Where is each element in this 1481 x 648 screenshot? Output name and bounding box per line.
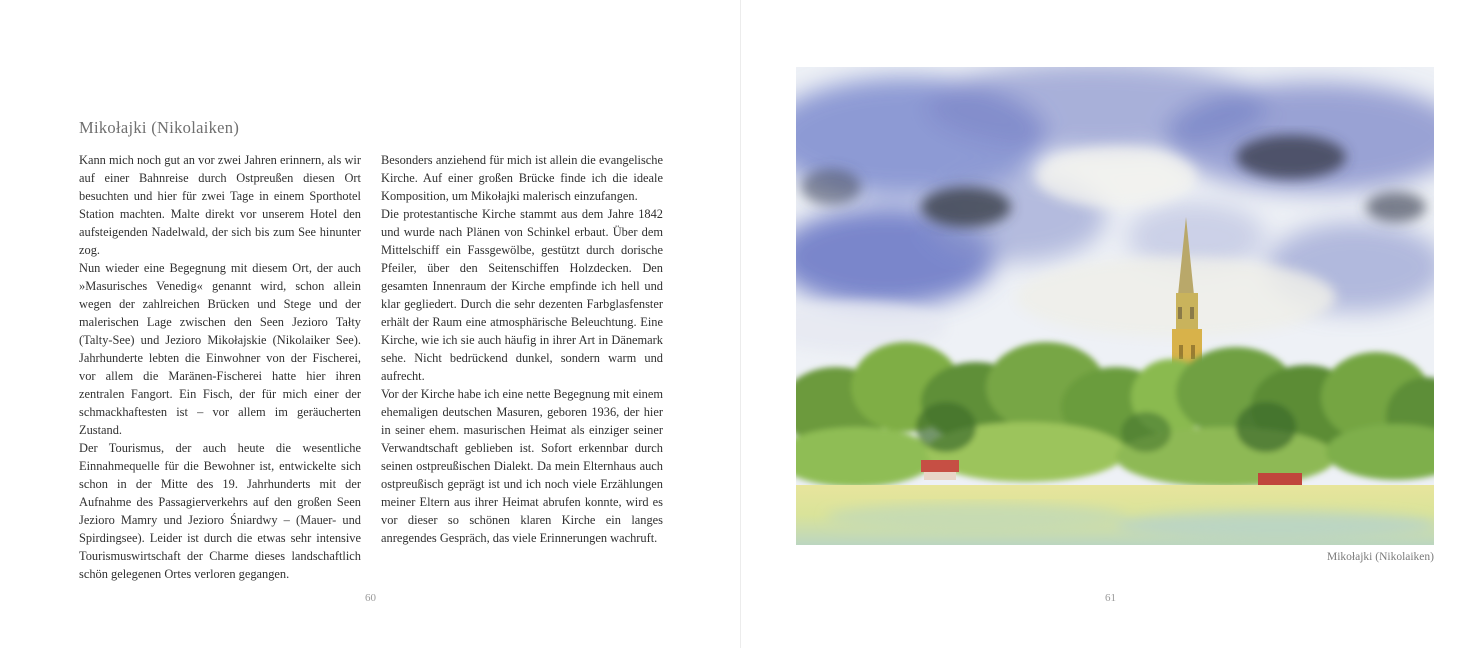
page-number-left: 60 [365,592,376,604]
image-caption: Mikołajki (Nikolaiken) [1327,551,1434,563]
text-column-1 [79,151,361,583]
page-number-right: 61 [1105,592,1116,604]
paragraph: Besonders anziehend für mich ist allein die evangelische Kirche. Auf einer großen Brücke finde ich die ideale Komposition, um Mikołajki malerisch einzufangen. [381,153,663,203]
page-title: Mikołajki (Nikolaiken) [79,118,240,137]
watercolor-painting [796,67,1434,545]
paragraph: Vor der Kirche habe ich eine nette Begegnung mit einem ehemaligen deutschen Masuren, geboren 1936, der hier in seiner ehem. masurischen Heimat als einziger seiner Verwandtschaft geblieben ist. Sofort erkennbar durch seinen ostpreußischen Dialekt. Da mein Elternhaus auch ostpreußisch geprägt ist und ich noch viele Erzählungen meiner Eltern aus ihrer Heimat abrufen konnte, wird es vor dieser so schönen klaren Kirche ein langes anregendes Gespräch, das viele Erinnerungen wachruft. [381,387,663,545]
paragraph: Kann mich noch gut an vor zwei Jahren erinnern, als wir auf einer Bahnreise durch Ostpreußen diesen Ort besuchten und hier für zwei Tage in einem Sporthotel Station machten. Malte direkt vor unserem Hotel den aufsteigenden Nadelwald, der sich bis zum See hinunter zog. [79,153,361,257]
paragraph: Der Tourismus, der auch heute die wesentliche Einnahmequelle für die Bewohner ist, entwickelte sich schon in der Mitte des 19. Jahrhunderts mit der Aufnahme des Passagierverkehrs auf den großen Seen Jezioro Mamry und Jezioro Śniardwy – (Mauer- und Spirdingsee). Leider ist durch die etwas sehr intensive Tourismuswirtschaft der Charme dieses landschaftlich schön gelegenen Ortes verloren gegangen. [79,441,361,581]
paragraph: Nun wieder eine Begegnung mit diesem Ort, der auch »Masurisches Venedig« genannt wird, schon allein wegen der zahlreichen Brücken und Stege und der malerischen Lage zwischen den Seen Jezioro Tałty (Talty-See) und Jezioro Mikołajskie (Nikolaiker See). Jahrhunderte lebten die Einwohner von der Fischerei, vor allem die Maränen-Fischerei hatte hier ihren zentralen Fangort. Ein Fisch, der für mich einer der schmackhaftesten ist – vor allem im geräucherten Zustand. [79,261,361,437]
paragraph: Die protestantische Kirche stammt aus dem Jahre 1842 und wurde nach Plänen von Schinkel erbaut. Über dem Mittelschiff ein Fassgewölbe, gestützt durch dorische Pfeiler, über den Seitenschiffen Holzdecken. Den gesamten Innenraum der Kirche empfinde ich hell und klar gegliedert. Durch die sehr dezenten Farbglasfenster erhält der Raum eine atmosphärische Beleuchtung. Eine Kirche, wie ich sie auch häufig in ihrer Art in Dänemark sehe. Nicht bedrückend dunkel, sondern warm und aufrecht. [381,207,663,383]
text-column-2 [381,151,663,547]
